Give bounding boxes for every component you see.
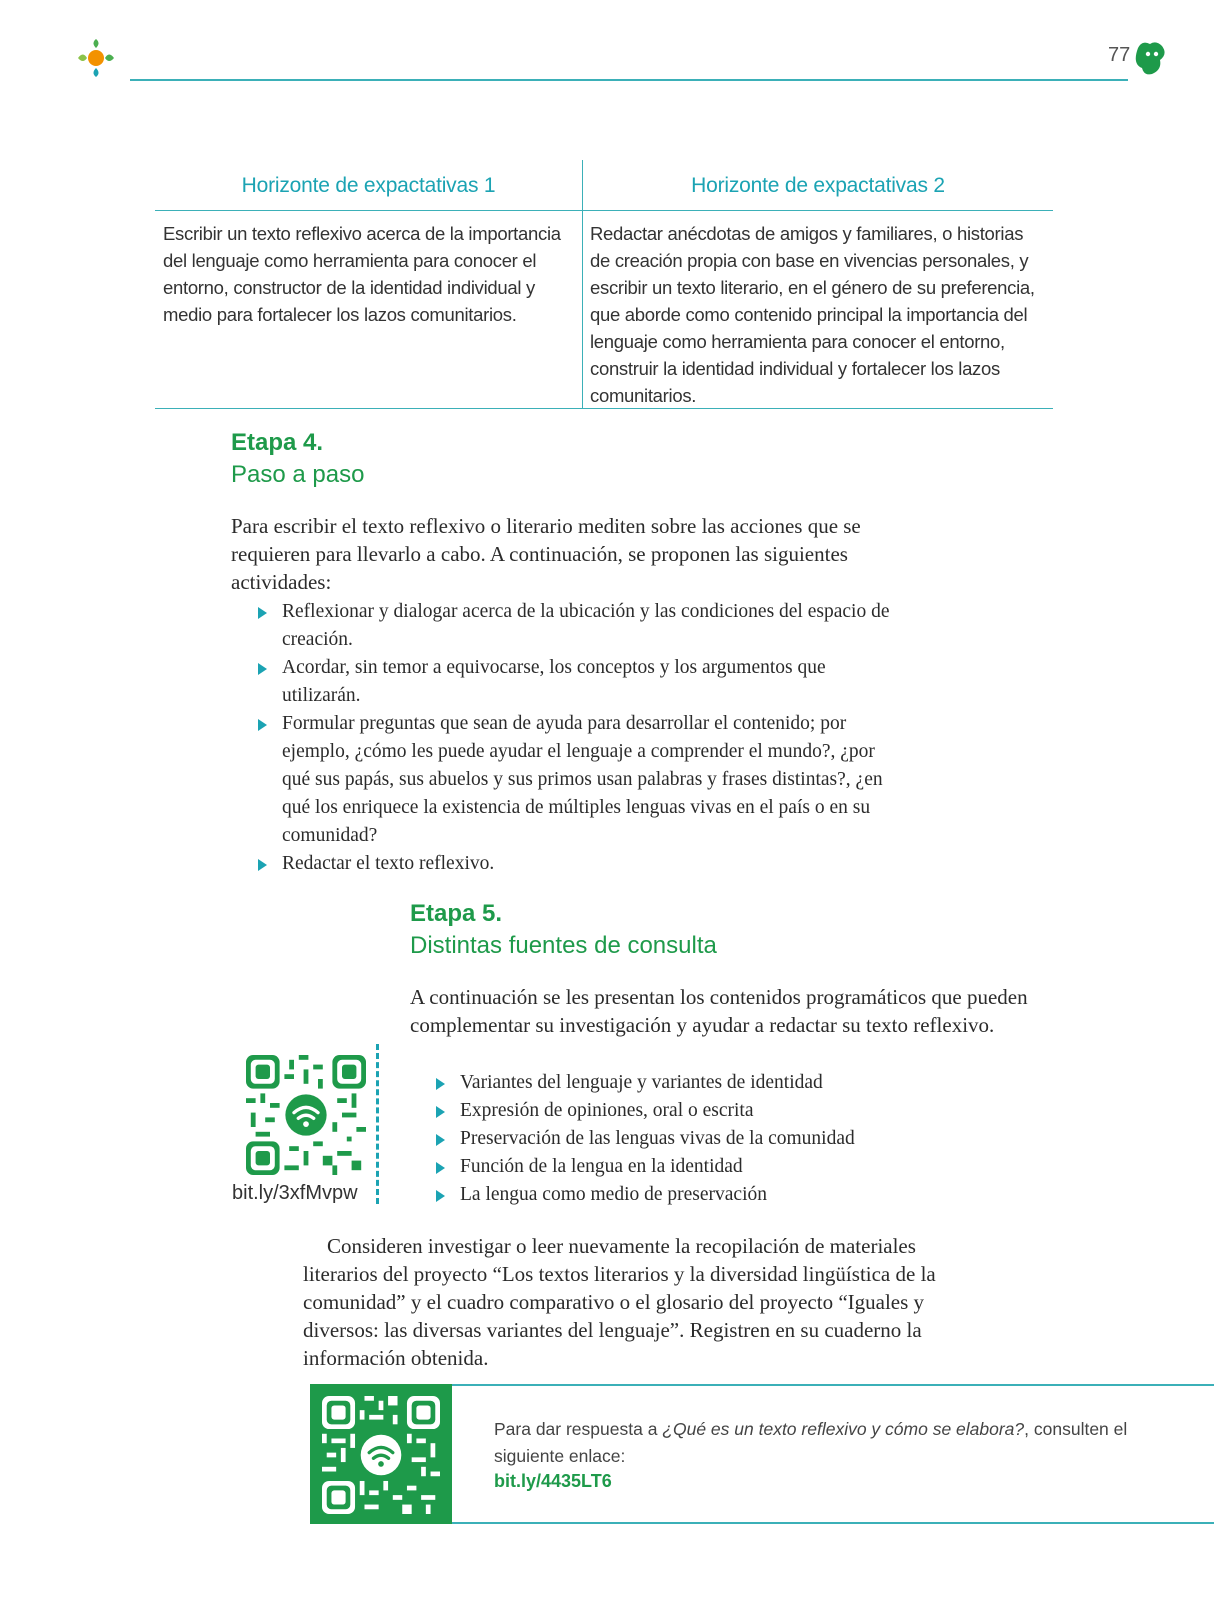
bullet-triangle-icon	[436, 1162, 445, 1174]
table-cell-1: Escribir un texto reflexivo acerca de la importancia del lenguaje como herramienta para conocer el entorno, constructor de la identidad individual y medio para fortalecer los lazos comunitarios.	[163, 223, 561, 325]
bullet-triangle-icon	[258, 663, 267, 675]
table-header-divider	[155, 210, 1053, 211]
qr-link-text[interactable]: bit.ly/3xfMvpw	[232, 1182, 358, 1204]
etapa5-closing: Consideren investigar o leer nuevamente la recopilación de materiales literarios del proyecto “Los textos literarios y la diversidad lingüística de la comunidad” y el cuadro comparativo o el glosario del proyecto “Iguales y diversos: las diversas variantes del lenguaje”. Registren en su cuaderno la información obtenida.	[303, 1234, 936, 1370]
bullet-triangle-icon	[436, 1190, 445, 1202]
qr-dashed-divider	[376, 1044, 379, 1204]
etapa4-title: Etapa 4.	[231, 429, 324, 456]
etapa5-subtitle: Distintas fuentes de consulta	[410, 932, 717, 959]
etapa5-intro: A continuación se les presentan los contenidos programáticos que pueden complementar su investigación y ayudar a redactar su texto reflexivo.	[410, 985, 1028, 1037]
table-header-2: Horizonte de expactativas 2	[691, 174, 945, 197]
box-top-border	[446, 1384, 1214, 1386]
page-number: 77	[1108, 44, 1131, 66]
list-item: Variantes del lenguaje y variantes de identidad	[436, 1069, 1036, 1097]
qr-code-icon[interactable]	[322, 1396, 440, 1514]
etapa5-title: Etapa 5.	[410, 900, 503, 927]
box-link[interactable]: bit.ly/4435LT6	[494, 1471, 612, 1491]
bullet-triangle-icon	[258, 719, 267, 731]
list-item: Expresión de opiniones, oral o escrita	[436, 1097, 1036, 1125]
flower-logo-icon	[72, 34, 124, 84]
bullet-triangle-icon	[258, 859, 267, 871]
bullet-triangle-icon	[436, 1078, 445, 1090]
table-header-1: Horizonte de expactativas 1	[241, 174, 496, 197]
bullet-triangle-icon	[436, 1106, 445, 1118]
list-item: Reflexionar y dialogar acerca de la ubicación y las condiciones del espacio de creación.	[258, 598, 898, 654]
list-item: Función de la lengua en la identidad	[436, 1153, 1036, 1181]
etapa4-bullet-list	[258, 598, 898, 878]
etapa5-bullet-list	[436, 1069, 1036, 1209]
box-question: ¿Qué es un texto reflexivo y cómo se elabora?	[662, 1419, 1025, 1439]
header-divider	[130, 79, 1128, 81]
list-item: Redactar el texto reflexivo.	[258, 850, 898, 878]
qr-code-icon[interactable]	[246, 1055, 366, 1175]
bullet-triangle-icon	[258, 607, 267, 619]
list-item: La lengua como medio de preservación	[436, 1181, 1036, 1209]
list-item: Acordar, sin temor a equivocarse, los conceptos y los argumentos que utilizarán.	[258, 654, 898, 710]
list-item: Preservación de las lenguas vivas de la comunidad	[436, 1125, 1036, 1153]
box-bottom-border	[446, 1522, 1214, 1524]
green-mascot-icon	[1134, 40, 1168, 76]
bullet-triangle-icon	[436, 1134, 445, 1146]
box-instruction-text: Para dar respuesta a ¿Qué es un texto reflexivo y cómo se elabora?, consulten el siguiente enlace:	[494, 1419, 1128, 1466]
etapa4-intro: Para escribir el texto reflexivo o literario mediten sobre las acciones que se requieren para llevarlo a cabo. A continuación, se proponen las siguientes actividades:	[231, 514, 861, 594]
etapa4-subtitle: Paso a paso	[231, 461, 365, 488]
table-cell-2: Redactar anécdotas de amigos y familiares, o historias de creación propia con base en vivencias personales, y escribir un texto literario, en el género de su preferencia, que aborde como contenido principal la importancia del lenguaje como herramienta para conocer el entorno, construir la identidad individual y fortalecer los lazos comunitarios.	[590, 223, 1035, 406]
list-item: Formular preguntas que sean de ayuda para desarrollar el contenido; por ejemplo, ¿cómo les puede ayudar el lenguaje a comprender el mundo?, ¿por qué sus papás, sus abuelos y sus primos usan palabras y frases distintas?, ¿en qué los enriquece la existencia de múltiples lenguas vivas en el país o en su comunidad?	[258, 710, 898, 850]
